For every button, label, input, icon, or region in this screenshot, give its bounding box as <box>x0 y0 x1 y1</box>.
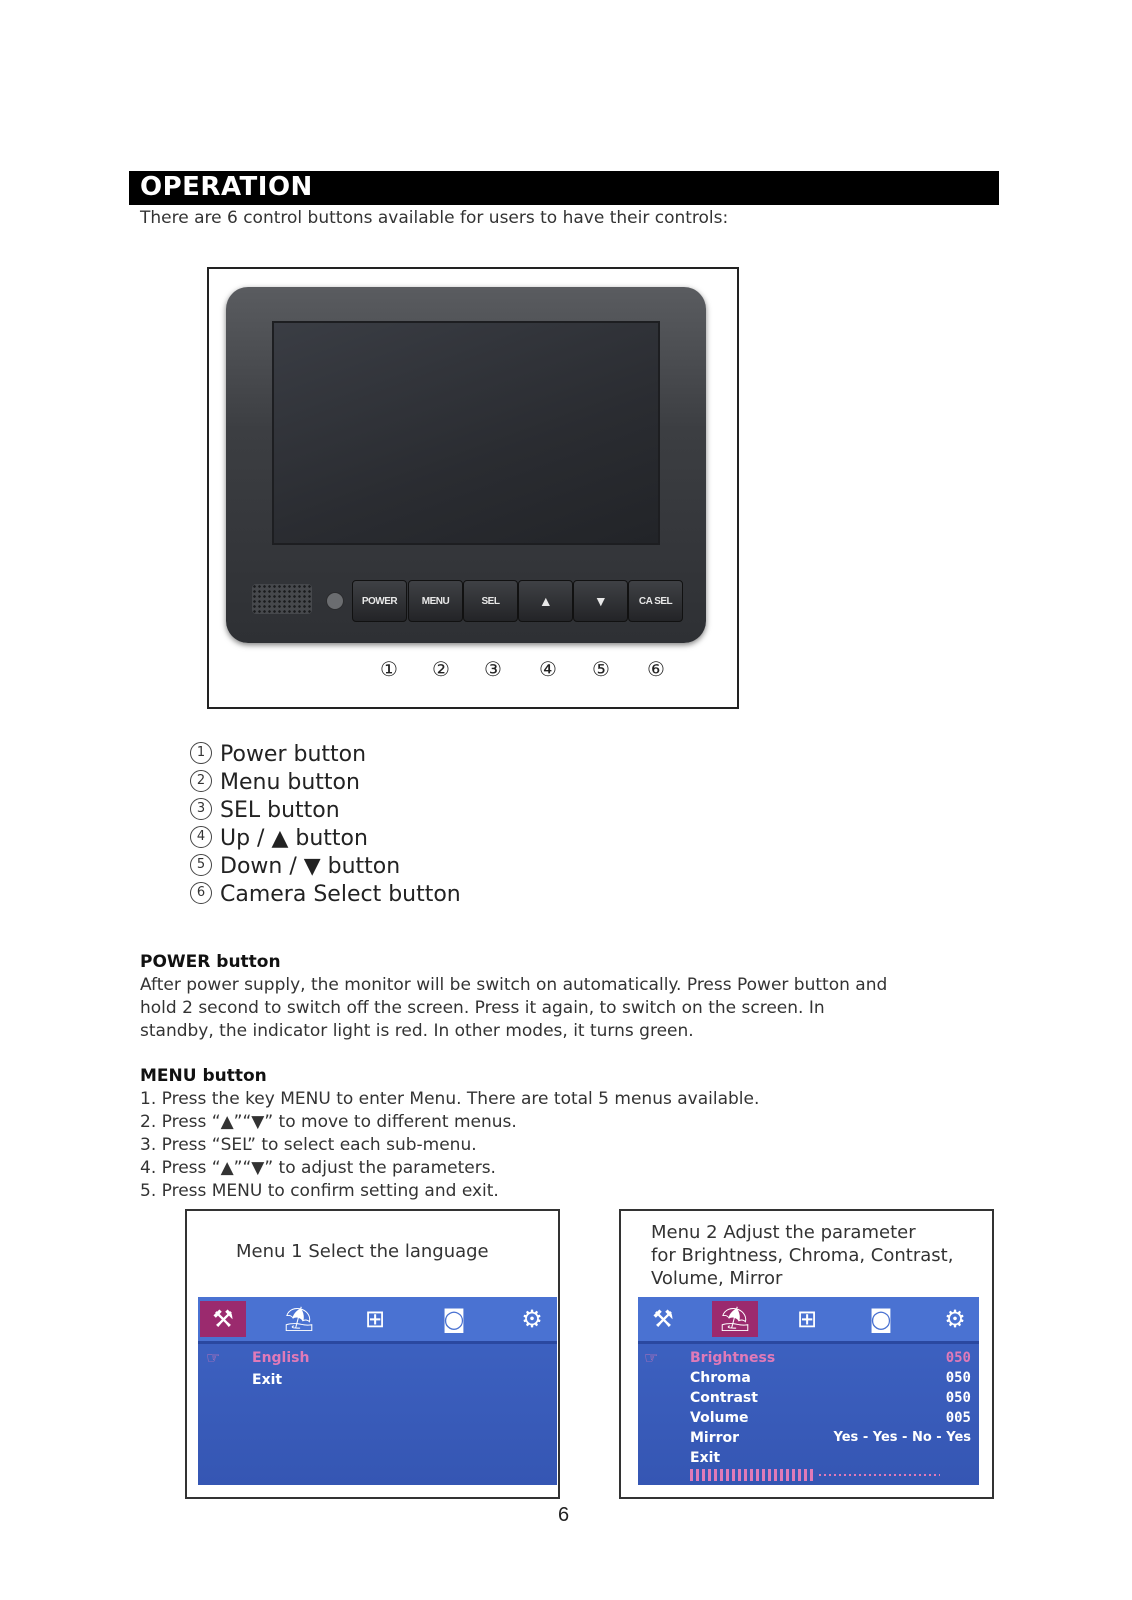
pointer-hand-icon: ☞ <box>644 1348 659 1367</box>
osd-value-volume: 005 <box>945 1410 971 1426</box>
menu2-osd <box>638 1297 979 1485</box>
button-number-3: ③ <box>484 657 502 681</box>
menu-step: 2. Press “▲”“▼” to move to different menus. <box>140 1112 517 1132</box>
legend-label: Up / ▲ button <box>220 826 368 851</box>
osd-value-brightness: 050 <box>945 1350 971 1366</box>
menu-step: 3. Press “SEL” to select each sub-menu. <box>140 1135 477 1155</box>
menu1-caption: Menu 1 Select the language <box>236 1241 489 1262</box>
monitor-up-button[interactable]: ▲ <box>518 580 573 622</box>
menu-step: 4. Press “▲”“▼” to adjust the parameters. <box>140 1158 496 1178</box>
monitor-photo-frame <box>207 267 739 709</box>
monitor-menu-button[interactable]: MENU <box>408 580 463 622</box>
menu-step: 5. Press MENU to confirm setting and exit. <box>140 1181 499 1201</box>
menu2-caption <box>651 1221 953 1290</box>
osd-item-brightness[interactable]: Brightness <box>690 1350 776 1366</box>
camera-icon[interactable]: ◙ <box>442 1305 466 1333</box>
progress-remaining <box>819 1474 940 1476</box>
button-number-1: ① <box>380 657 398 681</box>
power-line: standby, the indicator light is red. In other modes, it turns green. <box>140 1021 694 1041</box>
menu-heading: MENU button <box>140 1066 267 1086</box>
osd-item-exit[interactable]: Exit <box>252 1372 283 1388</box>
button-number-5: ⑤ <box>592 657 610 681</box>
indicator-led <box>326 592 344 610</box>
osd-item-contrast[interactable]: Contrast <box>690 1390 758 1406</box>
legend-number: 3 <box>190 798 212 820</box>
menu2-caption-line: Menu 2 Adjust the parameter <box>651 1222 916 1243</box>
osd-item-exit[interactable]: Exit <box>690 1450 721 1466</box>
osd-item-volume[interactable]: Volume <box>690 1410 749 1426</box>
osd-value-mirror: Yes - Yes - No - Yes <box>833 1430 971 1445</box>
video-camera-icon[interactable]: ⚙ <box>944 1305 966 1333</box>
intro-text: There are 6 control buttons available for users to have their controls: <box>140 208 729 228</box>
legend-item <box>190 882 461 907</box>
page-number: 6 <box>558 1504 570 1526</box>
camera-icon[interactable]: ◙ <box>869 1305 893 1333</box>
monitor-sel-button[interactable]: SEL <box>463 580 518 622</box>
legend-item <box>190 798 340 823</box>
button-number-4: ④ <box>539 657 557 681</box>
power-line: hold 2 second to switch off the screen. Press it again, to switch on the screen. In <box>140 998 825 1018</box>
section-title: OPERATION <box>140 172 313 202</box>
legend-number: 5 <box>190 854 212 876</box>
legend-number: 2 <box>190 770 212 792</box>
legend-label: Menu button <box>220 770 360 795</box>
display-icon[interactable]: ⊞ <box>796 1305 818 1333</box>
speaker-grille <box>252 584 312 614</box>
legend-label: Camera Select button <box>220 882 461 907</box>
legend-label: Power button <box>220 742 367 767</box>
power-line: After power supply, the monitor will be switch on automatically. Press Power button and <box>140 975 888 995</box>
tools-icon[interactable]: ⚒ <box>652 1305 674 1333</box>
menu1-osd <box>198 1297 557 1485</box>
legend-label: Down / ▼ button <box>220 854 401 879</box>
picture-icon[interactable]: ⛱ <box>283 1305 315 1333</box>
osd-tab-bar <box>638 1297 979 1344</box>
osd-item-chroma[interactable]: Chroma <box>690 1370 751 1386</box>
button-number-2: ② <box>432 657 450 681</box>
power-paragraph <box>140 974 990 1043</box>
legend-item <box>190 742 366 767</box>
picture-icon[interactable]: ⛱ <box>712 1301 758 1337</box>
monitor-camera-select-button[interactable]: CA SEL <box>628 580 683 622</box>
osd-tab-bar <box>198 1297 557 1344</box>
legend-number: 4 <box>190 826 212 848</box>
brightness-progress-bar <box>690 1469 940 1481</box>
tools-icon[interactable]: ⚒ <box>200 1301 246 1337</box>
legend-item <box>190 770 360 795</box>
video-camera-icon[interactable]: ⚙ <box>521 1305 543 1333</box>
osd-value-chroma: 050 <box>945 1370 971 1386</box>
legend-number: 1 <box>190 742 212 764</box>
button-number-6: ⑥ <box>647 657 665 681</box>
monitor-body <box>226 287 706 643</box>
legend-label: SEL button <box>220 798 340 823</box>
legend-number: 6 <box>190 882 212 904</box>
menu1-frame <box>185 1209 560 1499</box>
monitor-down-button[interactable]: ▼ <box>573 580 628 622</box>
display-icon[interactable]: ⊞ <box>364 1305 386 1333</box>
menu-step: 1. Press the key MENU to enter Menu. There are total 5 menus available. <box>140 1089 760 1109</box>
menu2-frame <box>619 1209 994 1499</box>
osd-item-english[interactable]: English <box>252 1350 310 1366</box>
monitor-screen <box>272 321 660 545</box>
monitor-power-button[interactable]: POWER <box>352 580 407 622</box>
power-heading: POWER button <box>140 952 281 972</box>
legend-item <box>190 854 400 879</box>
menu2-caption-line: Volume, Mirror <box>651 1268 783 1289</box>
legend-item <box>190 826 368 851</box>
pointer-hand-icon: ☞ <box>206 1348 221 1367</box>
progress-fill <box>690 1469 815 1481</box>
menu2-caption-line: for Brightness, Chroma, Contrast, <box>651 1245 954 1266</box>
osd-item-mirror[interactable]: Mirror <box>690 1430 740 1446</box>
menu-steps <box>140 1088 990 1203</box>
osd-value-contrast: 050 <box>945 1390 971 1406</box>
section-header-bar <box>129 171 999 205</box>
